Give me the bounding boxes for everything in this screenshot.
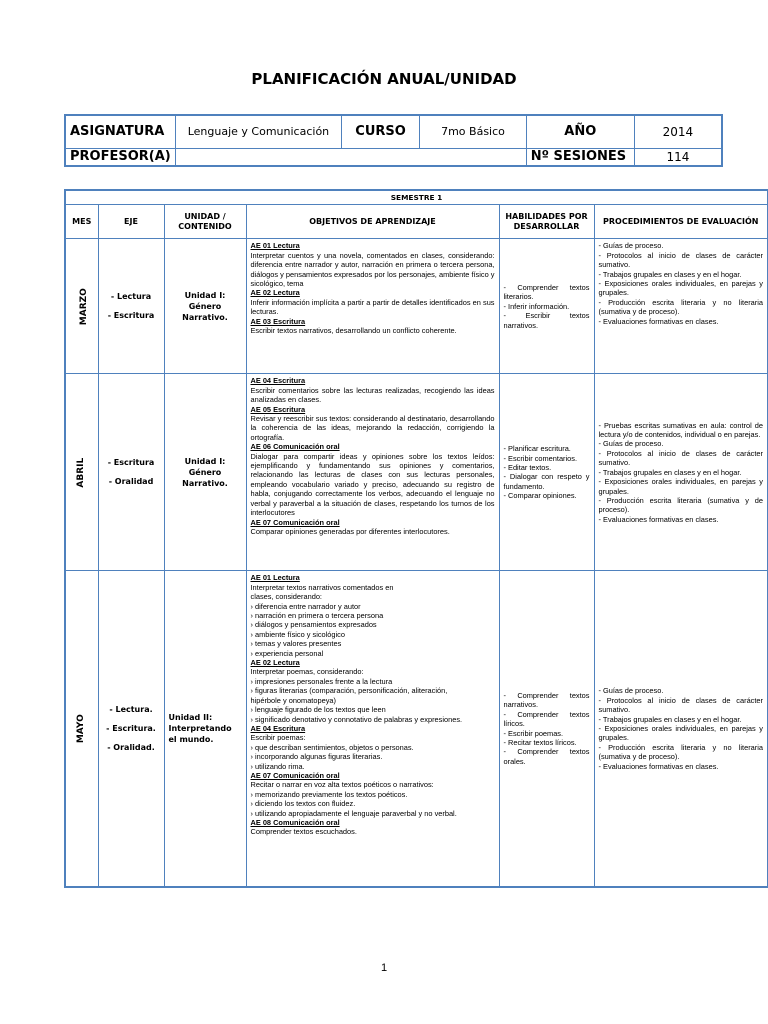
table-row [65, 571, 768, 887]
table-row [65, 374, 768, 571]
page-title: PLANIFICACIÓN ANUAL/UNIDAD [251, 70, 517, 88]
procedimiento-item: - Exposiciones orales individuales, en parejas y grupales. [598, 279, 763, 298]
sesiones-value: 114 [634, 148, 722, 166]
ae-line: › lenguaje figurado de los textos que leen [250, 705, 386, 715]
ae-line: › incorporando algunas figuras literarias. [250, 752, 383, 762]
habilidad-item: - Recitar textos líricos. [503, 738, 577, 748]
habilidad-item: - Planificar escritura. [503, 444, 571, 454]
ae-line: › memorizando previamente los textos poéticos. [250, 789, 408, 799]
procedimiento-item: - Evaluaciones formativas en clases. [598, 514, 719, 524]
ae-title: AE 02 Lectura [250, 658, 300, 668]
habilidad-item: - Escribir textos narrativos. [503, 311, 590, 330]
ae-line: › que describan sentimientos, objetos o personas. [250, 742, 414, 752]
objetivos-cell [246, 239, 499, 374]
table-row [65, 239, 768, 374]
month-label: MAYO [76, 714, 87, 744]
eje-item: - Lectura [110, 292, 152, 302]
ae-title: AE 05 Escritura [250, 404, 306, 414]
ae-title: AE 02 Lectura [250, 288, 300, 298]
sesiones-label: Nº SESIONES [526, 148, 634, 166]
eje-item: - Lectura. [109, 705, 153, 715]
ae-line: › narración en primera o tercera persona [250, 611, 384, 621]
procedimiento-item: - Exposiciones orales individuales, en parejas y grupales. [598, 723, 763, 743]
habilidad-item: - Comparar opiniones. [503, 491, 577, 501]
procedimiento-item: - Producción escrita literaria y no literaria (sumativa y de proceso). [598, 742, 763, 762]
objetivos-cell [246, 374, 499, 571]
procedimiento-item: - Guías de proceso. [598, 439, 664, 449]
habilidades-cell [499, 239, 594, 374]
habilidad-item: - Inferir información. [503, 301, 570, 311]
habilidad-item: - Comprender textos literarios. [503, 282, 590, 302]
ae-line: › significado denotativo y connotativo de palabras y expresiones. [250, 714, 463, 724]
ae-line: › diálogos y pensamientos expresados [250, 620, 377, 630]
procedimiento-item: - Producción escrita literaria y no literaria (sumativa y de proceso). [598, 297, 763, 317]
habilidades-cell [499, 374, 594, 571]
anio-label: AÑO [526, 115, 634, 148]
ae-title: AE 07 Comunicación oral [250, 770, 340, 780]
habilidades-cell [499, 571, 594, 887]
ae-line: › utilizando apropiadamente el lenguaje paraverbal y no verbal. [250, 808, 457, 818]
semester-header: SEMESTRE 1 [65, 190, 768, 205]
procedimiento-item: - Trabajos grupales en clases y en el hogar. [598, 714, 742, 724]
ae-line: Interpretar poemas, considerando: [250, 667, 364, 677]
curso-label: CURSO [341, 115, 419, 148]
habilidad-item: - Comprender textos líricos. [503, 709, 590, 729]
month-label: ABRIL [76, 457, 87, 488]
ae-text: Interpretar cuentos y una novela, comentados en clases, considerando: diferencia entre narrador y autor, narración en primera o tercera persona, diálogos y pensamientos expresados por los personajes, ambiente físico y sicológico, tema [250, 250, 495, 289]
anio-value: 2014 [634, 115, 722, 148]
ae-title: AE 01 Lectura [250, 241, 300, 251]
procedimiento-item: - Protocolos al inicio de clases de carácter sumativo. [598, 448, 763, 468]
ae-line: clases, considerando: [250, 592, 322, 602]
ae-title: AE 06 Comunicación oral [250, 442, 340, 452]
procedimiento-item: - Evaluaciones formativas en clases. [598, 316, 719, 326]
habilidad-item: - Dialogar con respeto y fundamento. [503, 472, 590, 491]
ae-line: › diciendo los textos con fluidez. [250, 799, 356, 809]
asignatura-value: Lenguaje y Comunicación [175, 115, 341, 148]
header-procedimientos: PROCEDIMIENTOS DE EVALUACIÓN [594, 205, 768, 239]
ae-title: AE 07 Comunicación oral [250, 517, 340, 527]
ae-line: Comprender textos escuchados. [250, 827, 357, 837]
header-eje: EJE [98, 205, 164, 239]
ae-title: AE 04 Escritura [250, 723, 306, 733]
ae-text: Revisar y reescribir sus textos: considerando al destinatario, desarrollando la coherencia de las ideas, mejorando la redacción, corrigiendo la ortografía. [250, 414, 495, 442]
ae-title: AE 08 Comunicación oral [250, 817, 340, 827]
procedimiento-item: - Pruebas escritas sumativas en aula: control de lectura y/o de contenidos, individual o en parejas. [598, 420, 763, 440]
habilidad-item: - Comprender textos orales. [503, 747, 590, 766]
procedimientos-cell [594, 374, 768, 571]
ae-line: › experiencia personal [250, 648, 324, 658]
header-mes: MES [65, 205, 98, 239]
procedimiento-item: - Producción escrita literaria (sumativa y de proceso). [598, 495, 763, 515]
ae-title: AE 04 Escritura [250, 376, 306, 386]
month-label: MARZO [78, 288, 89, 326]
info-table [64, 114, 723, 167]
habilidad-item: - Escribir poemas. [503, 728, 564, 738]
unidad-cell: Unidad I: Género Narrativo. [164, 374, 246, 571]
procedimiento-item: - Evaluaciones formativas en clases. [598, 761, 719, 771]
ae-text: Escribir comentarios sobre las lecturas realizadas, recogiendo las ideas analizadas en clases. [250, 385, 495, 405]
ae-text: Inferir información implícita a partir a partir de detalles identificados en sus lecturas. [250, 297, 495, 317]
eje-item: - Escritura. [106, 724, 156, 734]
planning-table [64, 189, 768, 888]
procedimiento-item: - Guías de proceso. [598, 686, 664, 696]
header-objetivos: OBJETIVOS DE APRENDIZAJE [246, 205, 499, 239]
procedimiento-item: - Trabajos grupales en clases y en el hogar. [598, 269, 742, 279]
ae-text: Dialogar para compartir ideas y opiniones sobre los textos leídos: ejemplificando y fundamentando sus opiniones y comentarios, relacionando las lecturas de clases con sus lecturas personales, empleando vocabulario variado y preciso, adecuando su registro de habla, conjugando correctamente los verbos, adecuando el lenguaje no verbal y paraverbal a la situación de clases, respetando los turnos de los interlocutores [250, 451, 495, 518]
ae-title: AE 01 Lectura [250, 573, 300, 583]
eje-item: - Oralidad [108, 477, 154, 487]
header-habilidades: HABILIDADES POR DESARROLLAR [499, 205, 594, 239]
header-unidad: UNIDAD / CONTENIDO [164, 205, 246, 239]
unidad-cell: Unidad I: Género Narrativo. [164, 239, 246, 374]
habilidad-item: - Comprender textos narrativos. [503, 691, 590, 710]
habilidad-item: - Escribir comentarios. [503, 453, 578, 463]
ae-line: › impresiones personales frente a la lectura [250, 676, 393, 686]
ae-line: hipérbole y onomatopeya) [250, 695, 336, 705]
ae-text: Escribir textos narrativos, desarrollando un conflicto coherente. [250, 326, 457, 336]
ae-text: Comparar opiniones generadas por diferentes interlocutores. [250, 526, 450, 536]
procedimiento-item: - Guías de proceso. [598, 241, 664, 251]
habilidad-item: - Editar textos. [503, 463, 552, 472]
unidad-cell: Unidad II: Interpretando el mundo. [164, 571, 246, 887]
ae-line: › utilizando rima. [250, 761, 305, 771]
procedimiento-item: - Exposiciones orales individuales, en parejas y grupales. [598, 477, 763, 496]
asignatura-label: ASIGNATURA [65, 115, 175, 148]
objetivos-cell [246, 571, 499, 887]
procedimientos-cell [594, 571, 768, 887]
page-number: 1 [380, 962, 388, 974]
procedimientos-cell [594, 239, 768, 374]
ae-line: › diferencia entre narrador y autor [250, 601, 361, 611]
profesor-label: PROFESOR(A) [65, 148, 175, 166]
eje-item: - Escritura [107, 458, 155, 468]
eje-item: - Escritura [107, 311, 155, 321]
ae-line: Recitar o narrar en voz alta textos poéticos o narrativos: [250, 780, 434, 790]
eje-item: - Oralidad. [107, 743, 155, 753]
procedimiento-item: - Protocolos al inicio de clases de carácter sumativo. [598, 250, 763, 270]
ae-line: Interpretar textos narrativos comentados en [250, 582, 394, 592]
ae-title: AE 03 Escritura [250, 316, 306, 326]
ae-line: › ambiente físico y sicológico [250, 629, 345, 639]
profesor-value [175, 148, 526, 166]
procedimiento-item: - Protocolos al inicio de clases de carácter sumativo. [598, 695, 763, 715]
ae-line: › figuras literarias (comparación, personificación, aliteración, [250, 686, 448, 696]
ae-line: › temas y valores presentes [250, 639, 342, 649]
curso-value: 7mo Básico [420, 115, 527, 148]
ae-line: Escribir poemas: [250, 733, 306, 743]
procedimiento-item: - Trabajos grupales en clases y en el hogar. [598, 467, 742, 477]
